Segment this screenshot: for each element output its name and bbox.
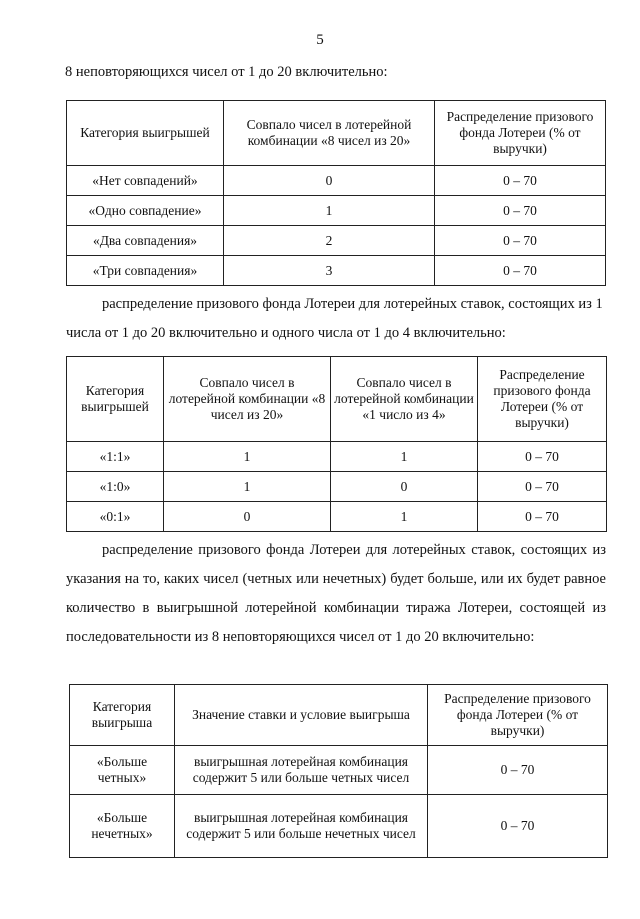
prize-table-even-odd xyxy=(69,684,608,858)
table-row xyxy=(67,196,606,226)
table-cell: «Одно совпадение» xyxy=(67,196,224,226)
table-cell: 0 – 70 xyxy=(428,746,608,795)
table-cell: 1 xyxy=(331,502,478,532)
table-cell: 0 – 70 xyxy=(478,442,607,472)
table-cell: 0 xyxy=(224,166,435,196)
table-cell: 0 – 70 xyxy=(435,166,606,196)
table-cell: «Три совпадения» xyxy=(67,256,224,286)
table-cell: «Больше нечетных» xyxy=(70,795,175,858)
column-header: Значение ставки и условие выигрыша xyxy=(175,685,428,746)
table-cell: 3 xyxy=(224,256,435,286)
table-row xyxy=(67,472,607,502)
table-cell: «1:0» xyxy=(67,472,164,502)
table-cell: 0 – 70 xyxy=(435,226,606,256)
column-header: Распределение призового фонда Лотереи (% от выручки) xyxy=(435,101,606,166)
table-cell: 1 xyxy=(164,442,331,472)
table-cell: 0 xyxy=(331,472,478,502)
table-header-row xyxy=(67,101,606,166)
table-cell: «Два совпадения» xyxy=(67,226,224,256)
table-row xyxy=(67,442,607,472)
table-cell: «Больше четных» xyxy=(70,746,175,795)
table-cell: «1:1» xyxy=(67,442,164,472)
table-row xyxy=(67,226,606,256)
table-row xyxy=(67,256,606,286)
table-cell: 1 xyxy=(164,472,331,502)
table-row xyxy=(67,166,606,196)
table-header-row xyxy=(67,357,607,442)
column-header: Категория выигрыша xyxy=(70,685,175,746)
column-header: Категория выигрышей xyxy=(67,357,164,442)
prize-table-1-of-4 xyxy=(66,356,607,532)
column-header: Совпало чисел в лотерейной комбинации «8 чисел из 20» xyxy=(164,357,331,442)
column-header: Категория выигрышей xyxy=(67,101,224,166)
table-cell: 0 – 70 xyxy=(428,795,608,858)
table-row xyxy=(70,795,608,858)
column-header: Совпало чисел в лотерейной комбинации «1 число из 4» xyxy=(331,357,478,442)
table-cell: 2 xyxy=(224,226,435,256)
column-header: Распределение призового фонда Лотереи (% от выручки) xyxy=(428,685,608,746)
table-row xyxy=(70,746,608,795)
table-cell: 0 – 70 xyxy=(478,502,607,532)
table-cell: «Нет совпадений» xyxy=(67,166,224,196)
paragraph-single-number: распределение призового фонда Лотереи для лотерейных ставок, состоящих из 1 числа от 1 до 20 включительно и одного числа от 1 до 4 включительно: xyxy=(66,296,603,341)
prize-table-8-of-20 xyxy=(66,100,606,286)
column-header: Распределение призового фонда Лотереи (% от выручки) xyxy=(478,357,607,442)
paragraph-even-odd: распределение призового фонда Лотереи для лотерейных ставок, состоящих из указания на то, каких чисел (четных или нечетных) будет больше, или их будет равное количество в выигрышной лотерейной комбинации тиража Лотереи, состоящей из последовательности из 8 неповторяющихся чисел от 1 до 20 включительно: xyxy=(66,542,606,645)
table-row xyxy=(67,502,607,532)
table-cell: 0 – 70 xyxy=(435,256,606,286)
table-cell: 1 xyxy=(224,196,435,226)
table-cell: 1 xyxy=(331,442,478,472)
table-cell: 0 – 70 xyxy=(435,196,606,226)
table-cell: 0 xyxy=(164,502,331,532)
page-number: 5 xyxy=(316,32,324,48)
table-cell: выигрышная лотерейная комбинация содержит 5 или больше четных чисел xyxy=(175,746,428,795)
table-cell: 0 – 70 xyxy=(478,472,607,502)
intro-line: 8 неповторяющихся чисел от 1 до 20 включительно: xyxy=(65,64,388,80)
table-cell: «0:1» xyxy=(67,502,164,532)
column-header: Совпало чисел в лотерейной комбинации «8 чисел из 20» xyxy=(224,101,435,166)
table-header-row xyxy=(70,685,608,746)
table-cell: выигрышная лотерейная комбинация содержит 5 или больше нечетных чисел xyxy=(175,795,428,858)
